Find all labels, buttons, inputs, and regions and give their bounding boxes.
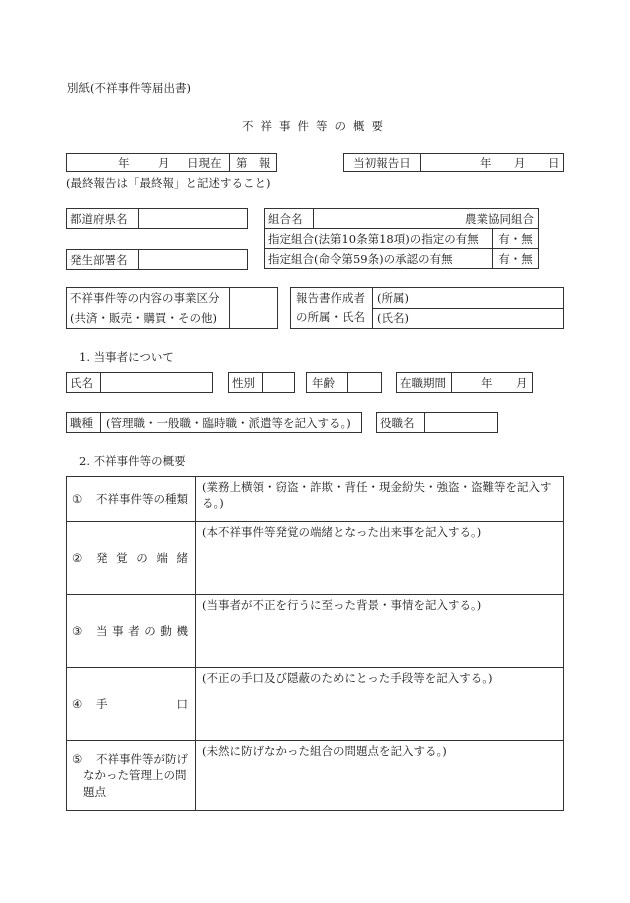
department-value-cell	[138, 250, 247, 269]
age-value-cell	[347, 373, 381, 392]
gender-label: 性別	[232, 375, 255, 390]
approval-label: 指定組合(命令第59条)の承認の有無	[265, 249, 493, 269]
overview-label-cell	[67, 522, 196, 594]
overview-table	[66, 476, 564, 811]
prefecture-value-cell	[138, 209, 247, 228]
initial-report-label-cell	[344, 154, 420, 171]
gender-value-cell	[262, 373, 294, 392]
reporter-name-label: (氏名)	[373, 308, 563, 329]
overview-row-label: 不祥事件等が防げ	[96, 751, 188, 766]
union-info-table	[264, 208, 539, 269]
overview-label-line	[72, 696, 195, 713]
page-title: 不 祥 事 件 等 の 概 要	[242, 119, 383, 133]
reporter-value-stack	[372, 288, 563, 328]
overview-row-label-continued: 題点	[83, 784, 106, 799]
initial-year-label: 年	[480, 155, 492, 170]
age-box	[306, 372, 382, 393]
overview-row-hint: (当事者が不正を行うに至った背景・事情を記入する。)	[202, 598, 482, 612]
initial-report-label: 当初報告日	[353, 155, 411, 170]
initial-report-date-cell	[420, 154, 563, 171]
department-label: 発生部署名	[70, 252, 128, 267]
overview-row-hint: (本不祥事件等発覚の端緒となった出来事を記入する。)	[202, 525, 482, 539]
overview-row-hint: (不正の手口及び隠蔽のためにとった手段等を記入する。)	[202, 671, 493, 685]
reporter-box	[290, 287, 564, 329]
designation-label: 指定組合(法第10条第18項)の指定の有無	[265, 229, 493, 249]
section1-heading: 1. 当事者について	[79, 350, 174, 364]
initial-day-label: 日	[548, 155, 560, 170]
job-type-box	[66, 412, 362, 433]
overview-label-cell	[67, 595, 196, 667]
overview-row-label: 不祥事件等の種類	[96, 491, 188, 506]
approval-row	[265, 249, 539, 269]
final-report-note: (最終報告は「最終報」と記述すること)	[66, 176, 271, 190]
tenure-month-label: 月	[516, 375, 528, 390]
job-type-hint: (管理職・一般職・臨時職・派遣等を記入する。)	[100, 413, 361, 432]
department-box	[66, 249, 248, 270]
union-name-row	[265, 209, 539, 229]
section2-heading: 2. 不祥事件等の概要	[79, 454, 186, 468]
overview-label-line	[72, 623, 195, 640]
overview-row-label: 当 事 者 の 動 機	[96, 623, 188, 638]
overview-row-number: ②	[72, 550, 83, 565]
approval-options: 有・無	[493, 249, 539, 269]
overview-row-number: ③	[72, 623, 83, 638]
business-category-value-cell	[229, 288, 277, 328]
prefecture-box	[66, 208, 248, 229]
prefecture-label: 都道府県名	[70, 211, 128, 226]
appendix-label: 別紙(不祥事件等届出書)	[67, 81, 191, 95]
business-category-options: (共済・販売・購買・その他)	[70, 311, 217, 325]
overview-row-management-issues	[67, 740, 563, 810]
overview-label-line	[72, 751, 195, 768]
designation-row	[265, 229, 539, 249]
overview-label-cell	[67, 668, 196, 740]
as-of-date-box	[66, 153, 277, 172]
report-number-cell	[229, 154, 276, 171]
reporter-affiliation-label: (所属)	[377, 290, 409, 305]
party-name-value-cell	[100, 373, 212, 392]
initial-month-label: 月	[514, 155, 526, 170]
report-number-label: 第 報	[236, 155, 271, 170]
overview-row-label-continued: なかった管理上の問	[83, 768, 187, 783]
overview-label-line	[72, 491, 195, 508]
union-name-label: 組合名	[265, 209, 314, 229]
tenure-value-cell	[451, 373, 532, 392]
initial-report-date-box	[343, 153, 564, 172]
business-category-label: 不祥事件等の内容の事業区分	[70, 291, 220, 305]
overview-label-cell	[67, 741, 196, 810]
overview-row-hint: (業務上横領・窃盗・詐欺・背任・現金紛失・強盗・盗難等を記入する。)	[202, 480, 552, 510]
overview-row-label: 発 覚 の 端 緒	[96, 550, 188, 565]
as-of-year-label: 年	[118, 155, 130, 170]
reporter-label-line2: の所属・氏名	[296, 310, 365, 324]
position-label: 役職名	[380, 415, 415, 430]
position-value-cell	[424, 413, 497, 432]
business-category-box	[66, 287, 278, 329]
overview-label-line	[72, 550, 195, 567]
designation-options: 有・無	[493, 229, 539, 249]
overview-row-motive	[67, 594, 563, 667]
party-name-label: 氏名	[70, 375, 93, 390]
party-name-box	[66, 372, 213, 393]
position-box	[376, 412, 498, 433]
overview-row-number: ④	[72, 696, 83, 711]
overview-row-hint: (未然に防げなかった組合の問題点を記入する。)	[202, 744, 447, 758]
overview-row-number: ⑤	[72, 751, 83, 766]
overview-row-type	[67, 477, 563, 521]
tenure-year-label: 年	[481, 375, 493, 390]
overview-label-cell	[67, 477, 196, 521]
union-name-suffix: 農業協同組合	[314, 209, 539, 229]
overview-row-label: 手 口	[96, 696, 188, 711]
business-category-label-cell	[67, 288, 229, 328]
tenure-label: 在職期間	[400, 375, 446, 390]
reporter-label-line1: 報告書作成者	[296, 291, 365, 305]
job-type-label: 職種	[70, 415, 93, 430]
reporter-label-cell	[291, 288, 372, 328]
overview-row-number: ①	[72, 491, 83, 506]
overview-row-discovery	[67, 521, 563, 594]
overview-row-method	[67, 667, 563, 740]
tenure-box	[396, 372, 533, 393]
gender-box	[228, 372, 295, 393]
as-of-month-label: 月	[158, 155, 170, 170]
age-label: 年齢	[312, 375, 335, 390]
as-of-day-label: 日現在	[187, 155, 222, 170]
as-of-date-cell	[67, 154, 229, 171]
